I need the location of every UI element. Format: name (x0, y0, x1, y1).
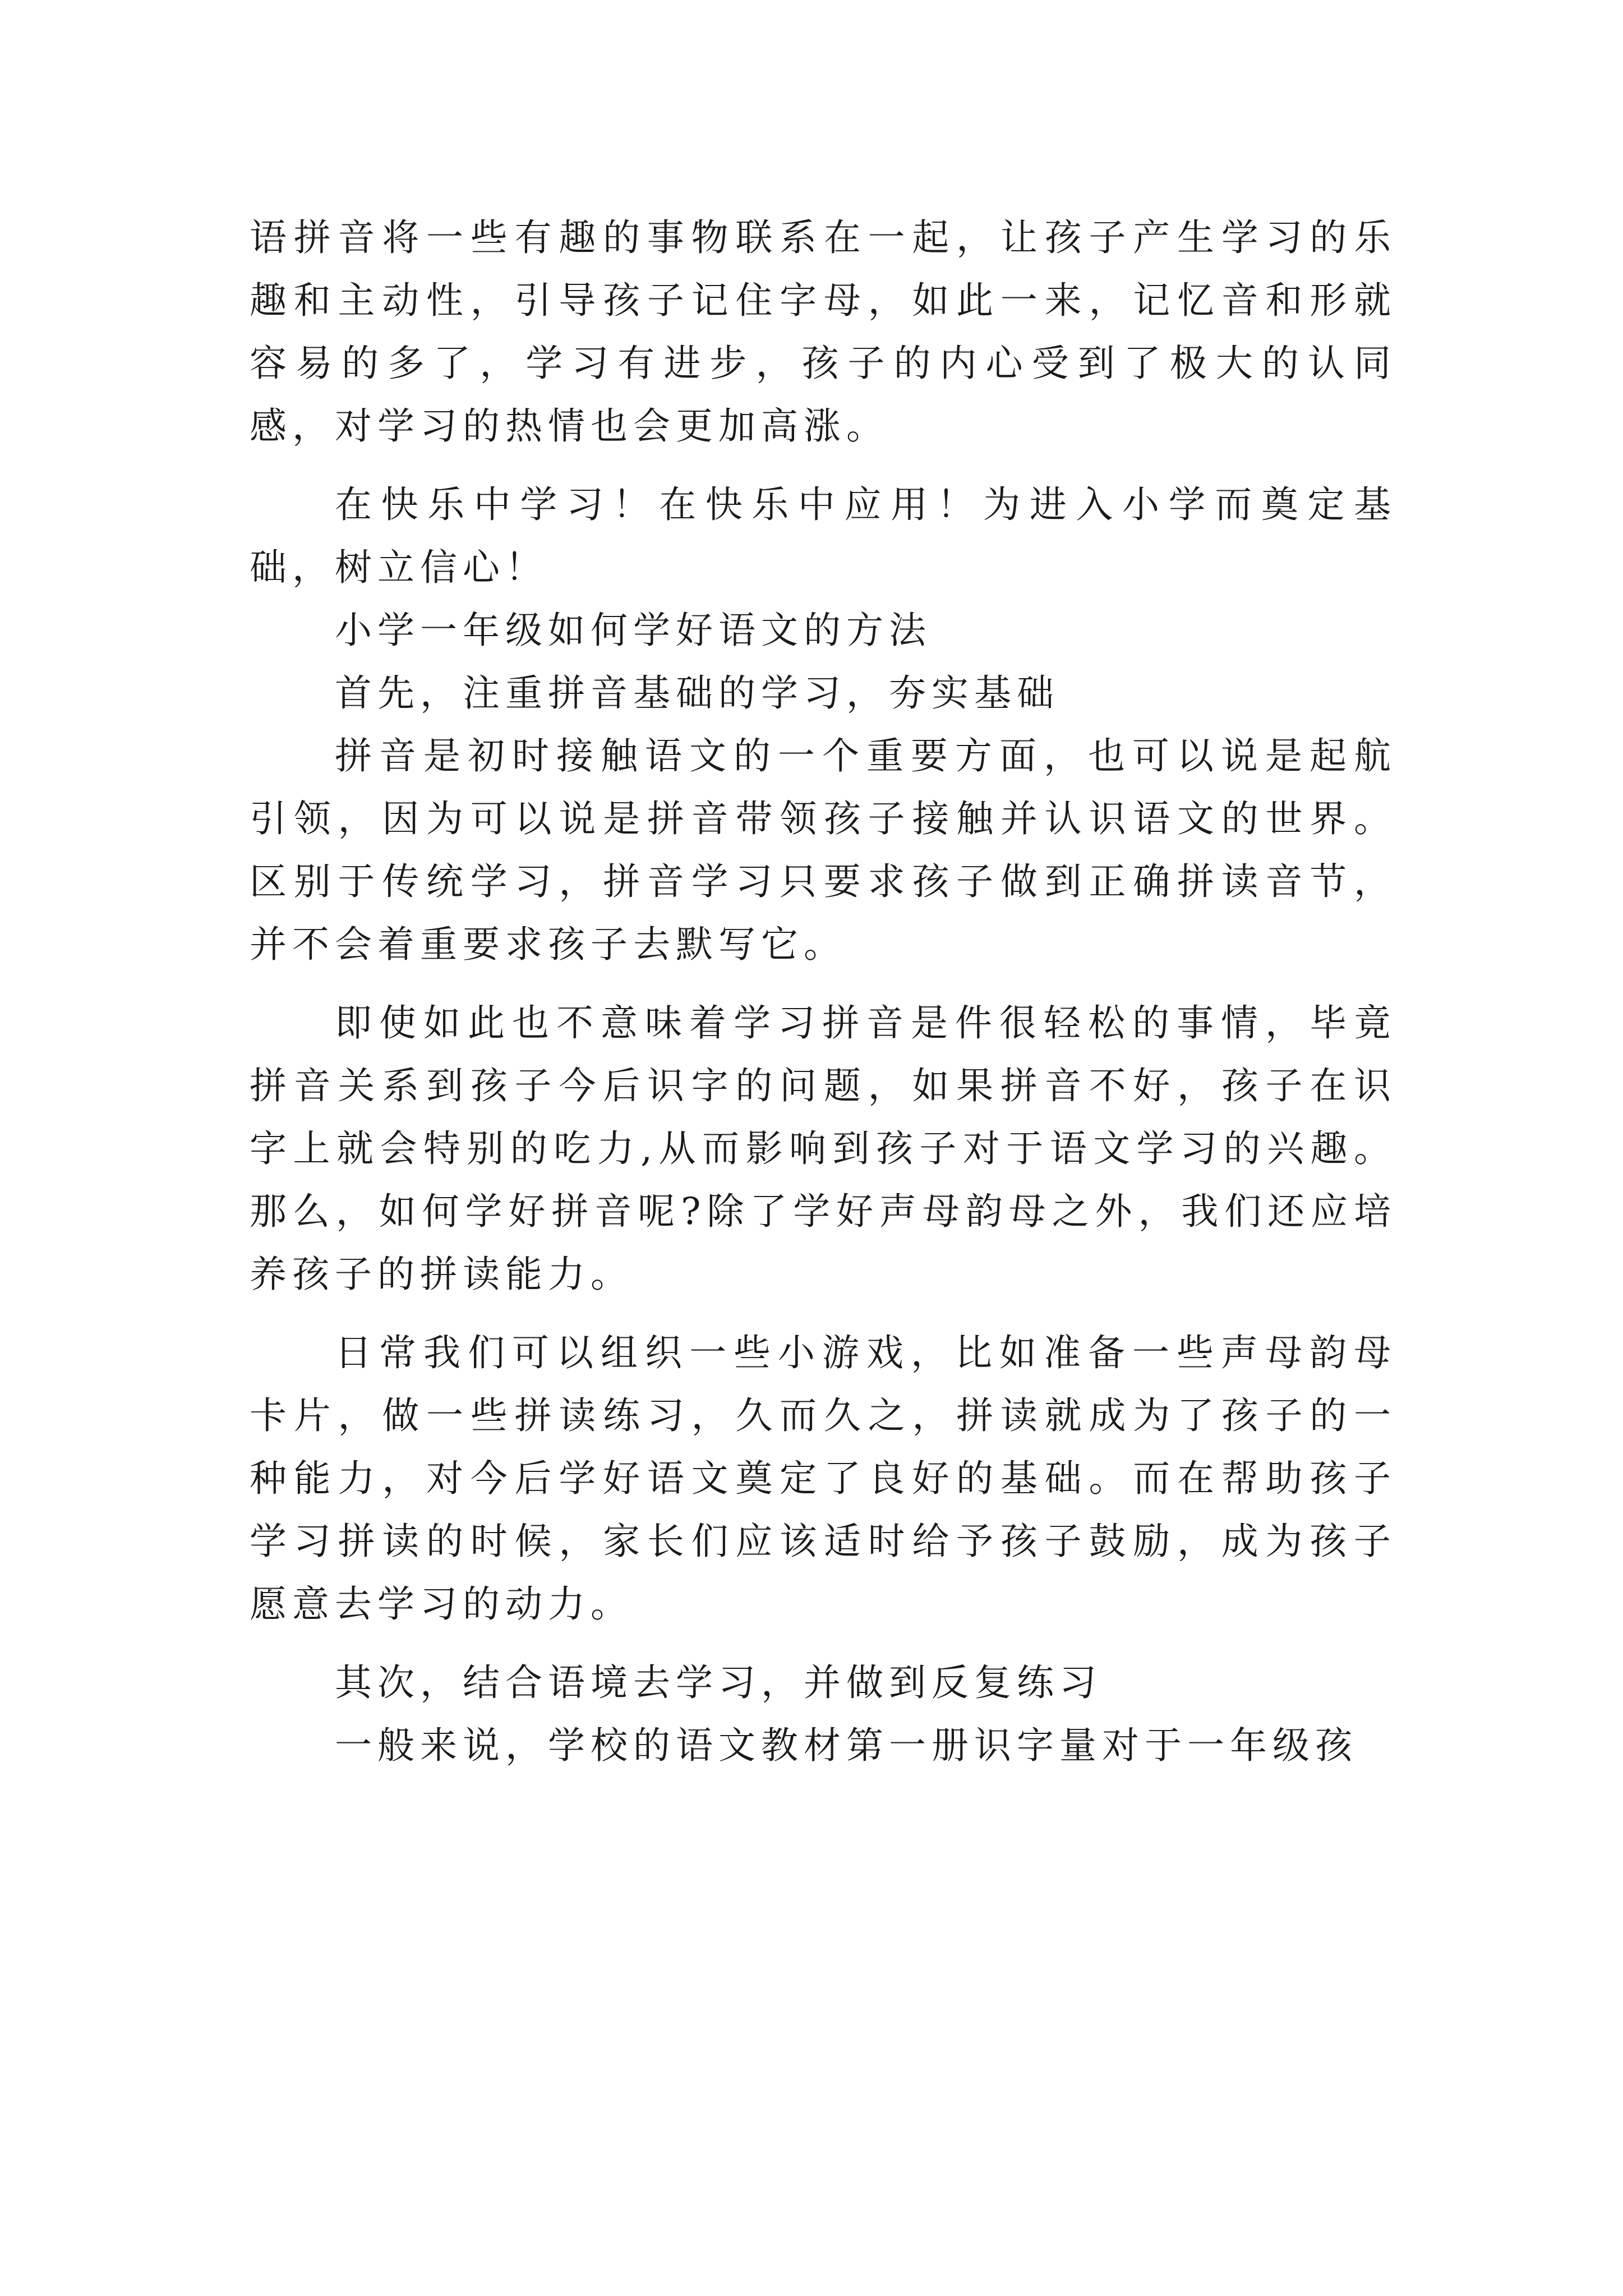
paragraph-continued-intro: 语拼音将一些有趣的事物联系在一起，让孩子产生学习的乐趣和主动性，引导孩子记住字母，如此一来，记忆音和形就容易的多了，学习有进步，孩子的内心受到了极大的认同感，对学习的热情也会更加高涨。 (250, 216, 1396, 448)
paragraph-pinyin-difficulty: 即使如此也不意味着学习拼音是件很轻松的事情，毕竟拼音关系到孩子今后识字的问题，如果拼音不好，孩子在识字上就会特别的吃力,从而影响到孩子对于语文学习的兴趣。那么，如何学好拼音呢?除了学好声母韵母之外，我们还应培养孩子的拼读能力。 (250, 1001, 1396, 1296)
subheading-second: 其次，结合语境去学习，并做到反复练习 (335, 1661, 1102, 1704)
paragraph-textbook: 一般来说，学校的语文教材第一册识字量对于一年级孩 (335, 1724, 1358, 1767)
subheading-first: 首先，注重拼音基础的学习，夯实基础 (335, 671, 1059, 715)
paragraph-games: 日常我们可以组织一些小游戏，比如准备一些声母韵母卡片，做一些拼读练习，久而久之，拼读就成为了孩子的一种能力，对今后学好语文奠定了良好的基础。而在帮助孩子学习拼读的时候，家长们应该适时给予孩子鼓励，成为孩子愿意去学习的动力。 (250, 1331, 1396, 1626)
section-title: 小学一年级如何学好语文的方法 (335, 609, 932, 652)
document-body (250, 206, 1396, 1777)
paragraph-encouragement: 在快乐中学习！在快乐中应用！为进入小学而奠定基础，树立信心！ (250, 483, 1396, 589)
paragraph-pinyin-importance: 拼音是初时接触语文的一个重要方面，也可以说是起航引领，因为可以说是拼音带领孩子接触并认识语文的世界。区别于传统学习，拼音学习只要求孩子做到正确拼读音节，并不会着重要求孩子去默写它。 (250, 734, 1396, 966)
